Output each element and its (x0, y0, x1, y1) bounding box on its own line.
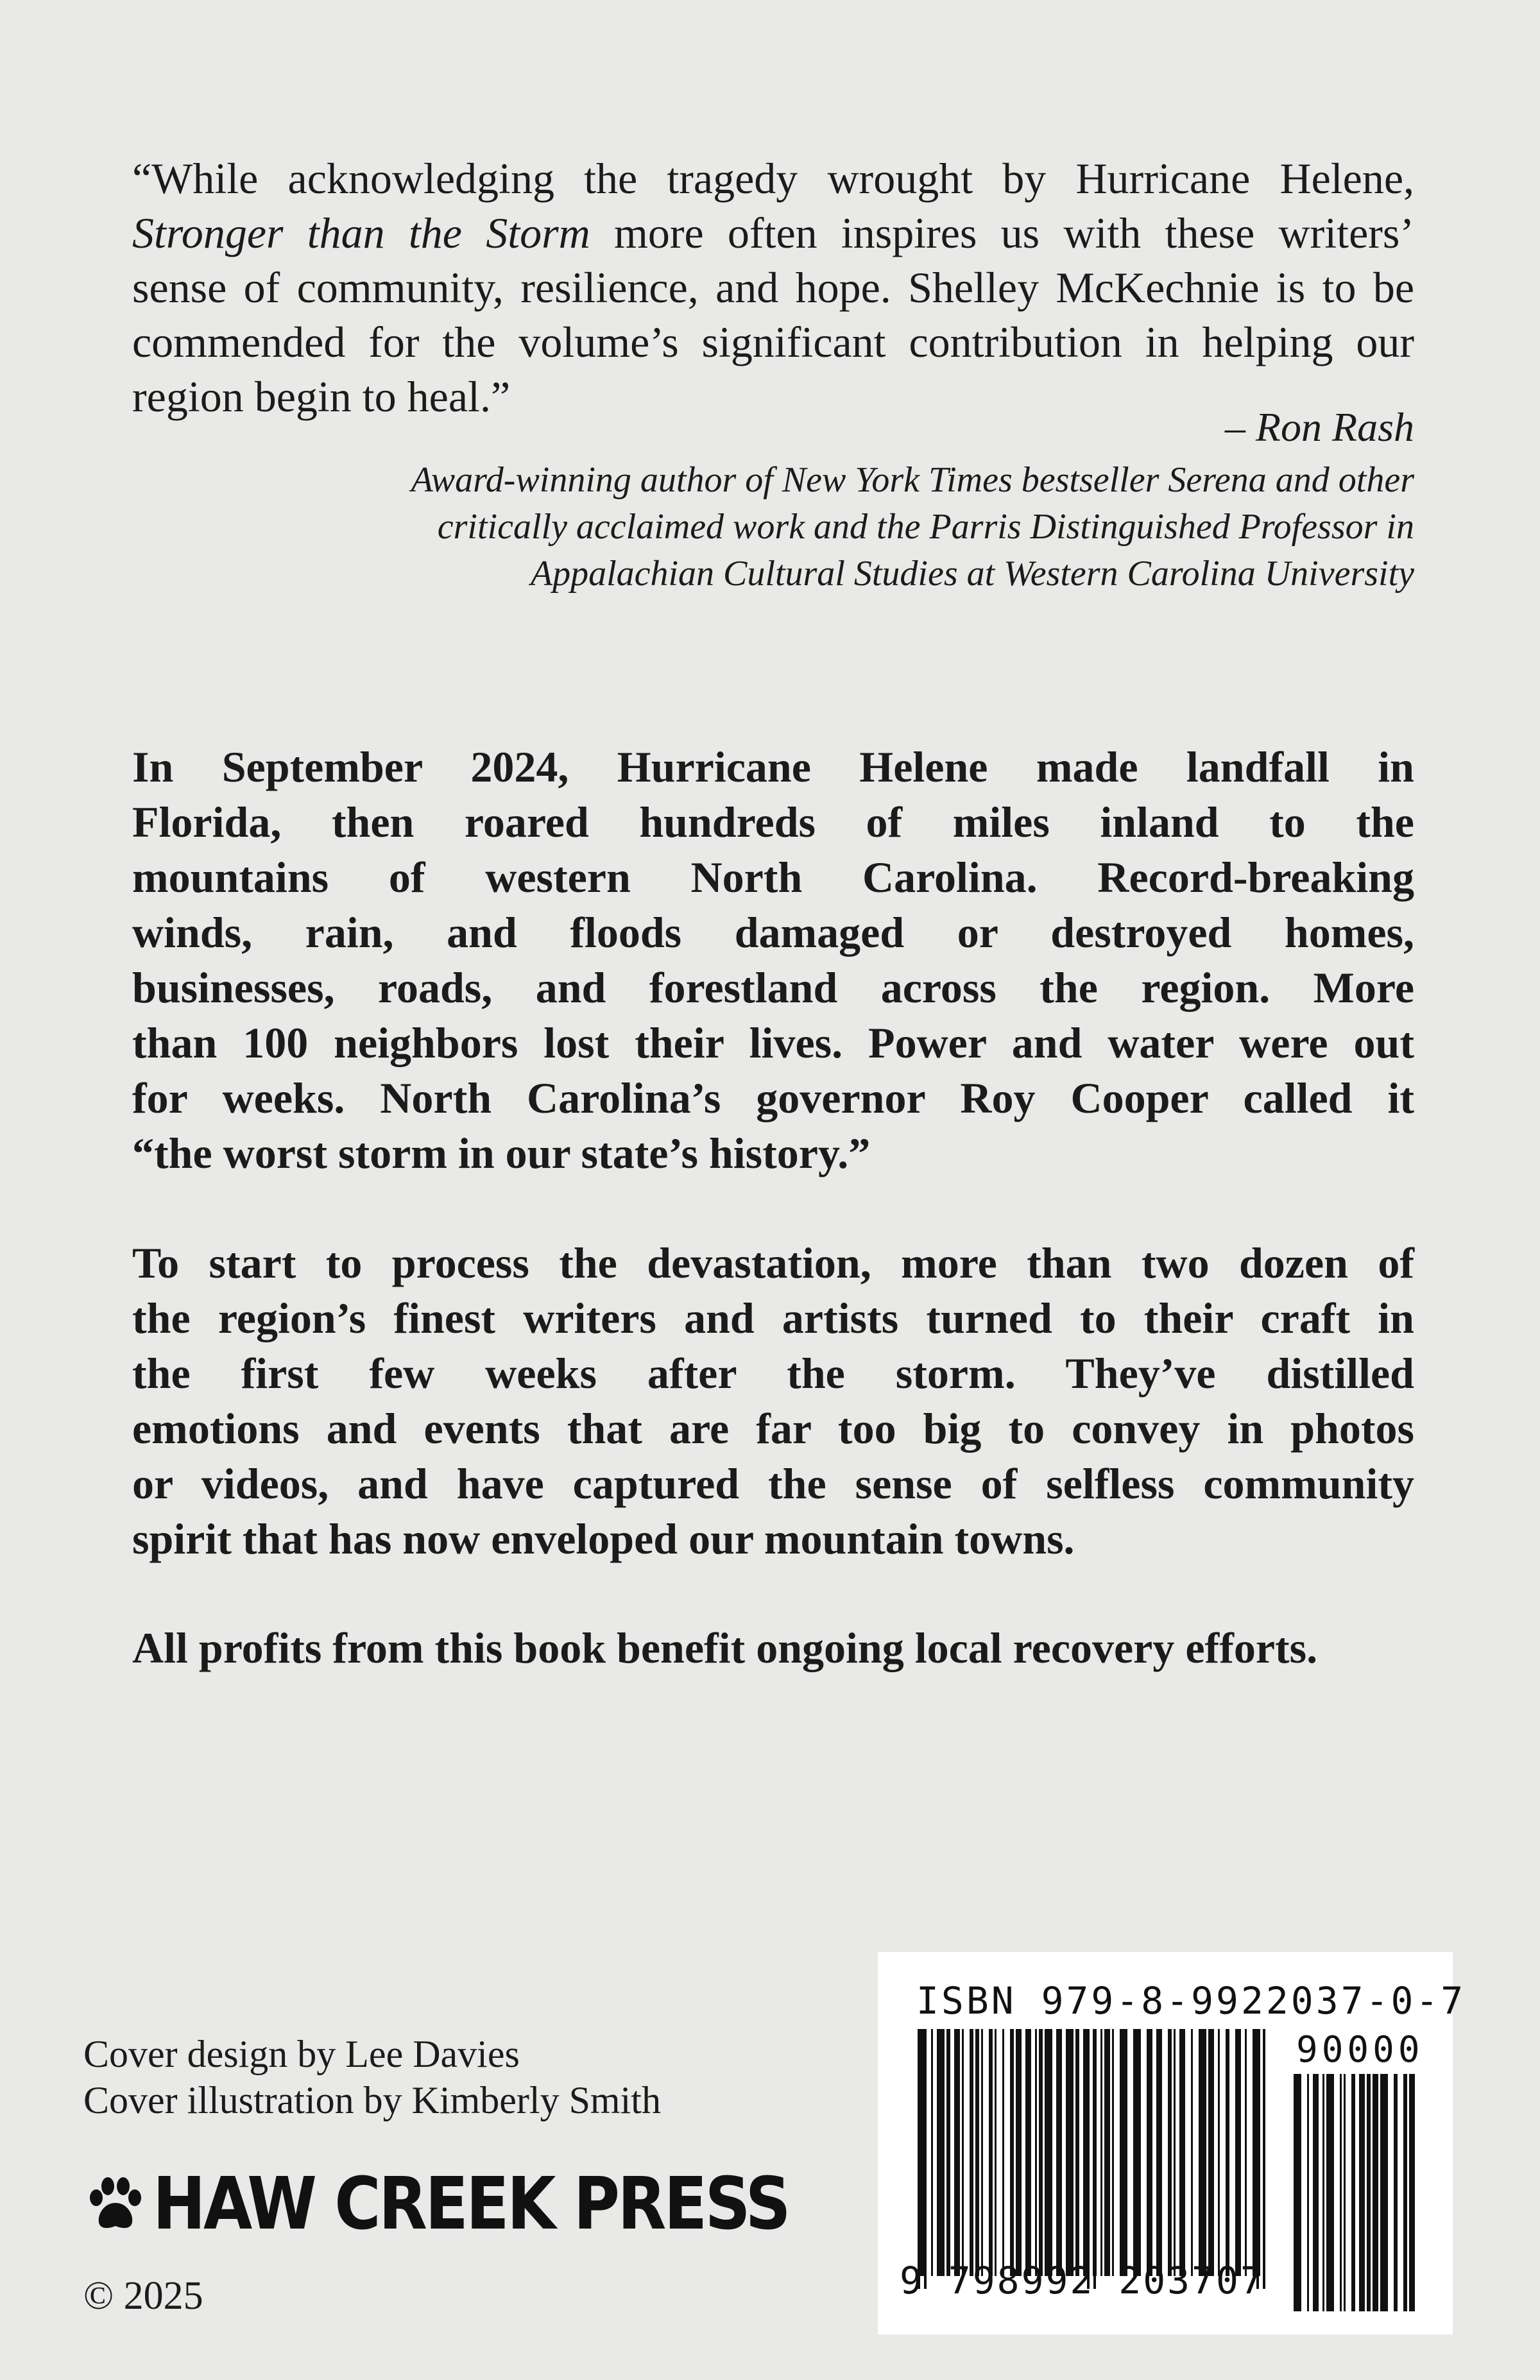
barcode-bar (1367, 2074, 1371, 2311)
barcode-bar (1147, 2029, 1152, 2276)
barcode-bar (1156, 2029, 1162, 2276)
barcode-bar (1066, 2029, 1074, 2276)
paragraph-line: emotions and events that are far too big to convey in photos (132, 1404, 1414, 1453)
barcode-bar (962, 2029, 964, 2276)
barcode-bar (931, 2029, 933, 2276)
endorsement-credentials (131, 457, 1414, 597)
barcode-bar (1226, 2029, 1229, 2276)
barcode-bar (1100, 2029, 1102, 2276)
barcode-bar (981, 2029, 983, 2276)
description-paragraph-1 (132, 739, 1414, 1181)
paragraph-line: All profits from this book benefit ongoing local recovery efforts. (132, 1623, 1318, 1672)
paragraph-line: Florida, then roared hundreds of miles inland to the (132, 798, 1414, 846)
barcode-bar (1025, 2029, 1031, 2276)
paragraph-line: “the worst storm in our state’s history.” (132, 1129, 871, 1177)
credentials-line: Appalachian Cultural Studies at Western Carolina University (530, 554, 1414, 594)
paragraph-line: winds, rain, and floods damaged or destroyed homes, (132, 908, 1414, 957)
barcode-bar (1112, 2029, 1114, 2276)
barcode-bar (1083, 2029, 1087, 2276)
barcode-bar (1002, 2029, 1004, 2276)
barcode-bar (1208, 2029, 1214, 2276)
barcode-bar (975, 2029, 979, 2276)
barcode-guard-bar (918, 2029, 920, 2289)
quote-line: “While acknowledging the tragedy wrought by Hurricane Helene, (132, 154, 1414, 203)
barcode-bar (1120, 2029, 1127, 2276)
barcode-bar (1245, 2029, 1247, 2276)
barcode-bar (1075, 2029, 1079, 2276)
quote-line: region begin to heal.” (132, 372, 511, 421)
isbn-barcode (878, 1952, 1466, 2334)
barcode-bar (946, 2029, 950, 2276)
paragraph-line: spirit that has now enveloped our mountain towns. (132, 1514, 1075, 1563)
barcode-guard-bar (1093, 2029, 1096, 2289)
publisher-logo (83, 2159, 875, 2249)
barcode-bar (1016, 2029, 1022, 2276)
paragraph-line: In September 2024, Hurricane Helene made landfall in (132, 742, 1414, 791)
publisher-name: HAW CREEK PRESS (153, 2162, 789, 2246)
barcode-bar (1010, 2029, 1014, 2276)
paragraph-line: than 100 neighbors lost their lives. Power and water were out (132, 1018, 1414, 1067)
paragraph-line: the region’s finest writers and artists turned to their craft in (132, 1294, 1414, 1342)
barcode-bar (1313, 2074, 1319, 2311)
credentials-line: critically acclaimed work and the Parris Distinguished Professor in (437, 507, 1414, 547)
barcode-bar (1056, 2029, 1062, 2276)
copyright-notice: © 2025 (83, 2274, 203, 2318)
barcode-bar (1409, 2074, 1415, 2311)
barcode-bar (1199, 2029, 1206, 2276)
barcode-guard-bar (924, 2029, 927, 2289)
barcode-bar (1340, 2074, 1342, 2311)
paw-print-icon (83, 2172, 148, 2236)
barcode-bar (937, 2029, 945, 2276)
barcode-bar (1294, 2074, 1301, 2311)
paragraph-line: or videos, and have captured the sense of selfless community (132, 1459, 1414, 1508)
endorsement-quote (132, 151, 1414, 424)
isbn-label: ISBN 979-8-9922037-0-7 (916, 1979, 1466, 2023)
barcode-bar (1373, 2074, 1378, 2311)
barcode-bar (1039, 2029, 1043, 2276)
barcode-guard-bar (1256, 2029, 1259, 2289)
quote-line: sense of community, resilience, and hope. Shelley McKechnie is to be (132, 263, 1414, 312)
barcode-guard-bar (1087, 2029, 1090, 2289)
price-code: 90000 (1296, 2029, 1424, 2071)
barcode-bar (1344, 2074, 1346, 2311)
barcode-bar (1394, 2074, 1398, 2311)
barcode-bar (954, 2029, 960, 2276)
barcode-bar (989, 2029, 993, 2276)
barcode-bar (970, 2029, 973, 2276)
barcode-bar (1307, 2074, 1309, 2311)
barcode-bar (1380, 2074, 1388, 2311)
barcode-bar (1133, 2029, 1141, 2276)
barcode-bar (1179, 2029, 1185, 2276)
barcode-bar (1045, 2029, 1052, 2276)
paragraph-line: businesses, roads, and forestland across the region. More (132, 963, 1414, 1012)
barcode-bar (1035, 2029, 1037, 2276)
barcode-digits: 9 798992 203707 (900, 2259, 1265, 2302)
paragraph-line: mountains of western North Carolina. Record-breaking (132, 853, 1414, 902)
credentials-line: Award-winning author of New York Times bestseller Serena and other (411, 460, 1414, 500)
barcode-bar (1191, 2029, 1193, 2276)
barcode-guard-bar (1263, 2029, 1265, 2289)
barcode-bar (1403, 2074, 1407, 2311)
description-paragraph-3 (132, 1620, 1414, 1675)
quote-line (132, 206, 1414, 261)
barcode-bar (1359, 2074, 1365, 2311)
cover-illustration-credit: Cover illustration by Kimberly Smith (83, 2079, 661, 2121)
paragraph-line: the first few weeks after the storm. They’ve distilled (132, 1349, 1414, 1398)
cover-design-credit: Cover design by Lee Davies (83, 2033, 520, 2075)
barcode-bar (1174, 2029, 1176, 2276)
barcode-bar (1351, 2074, 1355, 2311)
barcode-bar (1235, 2029, 1241, 2276)
endorsement-author: – Ron Rash (1224, 404, 1414, 450)
barcode-bar (1218, 2029, 1220, 2276)
cover-credits (83, 2031, 661, 2123)
description-paragraph-2 (132, 1235, 1414, 1566)
barcode-bar (995, 2029, 997, 2276)
quote-line: commended for the volume’s significant contribution in helping our (132, 318, 1414, 366)
barcode-bar (1104, 2029, 1110, 2276)
barcode-bar (1322, 2074, 1324, 2311)
barcode-bar (1168, 2029, 1172, 2276)
quote-line-rest: more often inspires us with these writers’ (590, 209, 1415, 257)
paragraph-line: for weeks. North Carolina’s governor Roy Cooper called it (132, 1074, 1414, 1122)
book-title: Stronger than the Storm (132, 209, 590, 257)
barcode-bar (1326, 2074, 1334, 2311)
paragraph-line: To start to process the devastation, more than two dozen of (132, 1238, 1414, 1287)
